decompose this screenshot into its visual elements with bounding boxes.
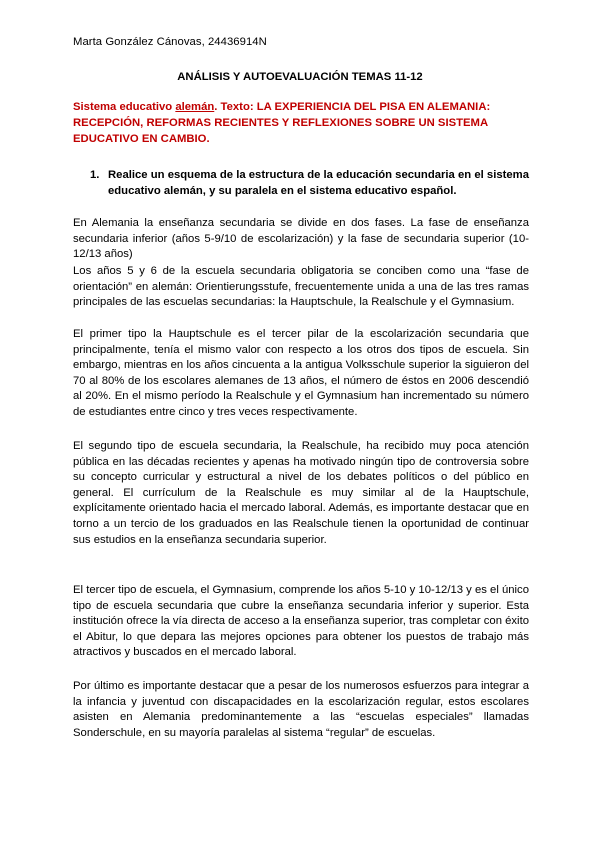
paragraph-intro: En Alemania la enseñanza secundaria se divide en dos fases. La fase de enseñanza secundaria inferior (años 5-9/10 de escolarización) y la fase de secundaria superior (10-12/13 años) (73, 217, 529, 261)
subtitle-underlined-word: alemán (175, 101, 215, 113)
subtitle-part-2: . Texto: LA EXPERIENCIA DEL PISA EN ALEMANIA: RECEPCIÓN, REFORMAS RECIENTES Y REFLEXIONES SOBRE UN SISTEMA EDUCATIVO EN CAMBIO. (73, 101, 491, 145)
document-title: ANÁLISIS Y AUTOEVALUACIÓN TEMAS 11-12 (177, 71, 423, 83)
paragraph-sonderschule: Por último es importante destacar que a pesar de los numerosos esfuerzos para integrar a la infancia y juventud con discapacidades en la escolarización regular, estos escolares asisten en Alemania predominantemente a las “escuelas especiales” llamadas Sonderschule, en su mayoría paralelas al sistema “regular” de escuelas. (73, 680, 529, 739)
question-text: Realice un esquema de la estructura de la educación secundaria en el sistema educativo alemán, y su paralela en el sistema educativo español. (108, 169, 529, 197)
paragraph-gymnasium: El tercer tipo de escuela, el Gymnasium, comprende los años 5-10 y 10-12/13 y es el único tipo de escuela secundaria que cubre la enseñanza secundaria inferior y superior. Esta institución ofrece la vía directa de acceso a la enseñanza superior, tras completar con éxito el Abitur, lo que depara las mejores opciones para obtener los puestos de trabajo más atractivos y buscados en el mercado laboral. (73, 584, 529, 659)
author-header: Marta González Cánovas, 24436914N (73, 36, 267, 48)
paragraph-realschule: El segundo tipo de escuela secundaria, la Realschule, ha recibido muy poca atención pública en las décadas recientes y apenas ha motivado ningún tipo de controversia sobre su concepto curricular y estructural a nivel de los debates políticos o del público en general. El currículum de la Realschule es muy similar al de la Hauptschule, explícitamente orientado hacia el mercado laboral. Además, es importante destacar que en torno a un tercio de los graduados en las Realschule tienen la oportunidad de continuar sus estudios en la enseñanza secundaria superior. (73, 440, 529, 546)
subtitle-part-1: Sistema educativo (73, 101, 176, 113)
question-number: 1. (90, 169, 100, 181)
paragraph-hauptschule: El primer tipo la Hauptschule es el tercer pilar de la escolarización secundaria que principalmente, tenía el mismo valor con respecto a los otros dos tipos de escuela. Sin embargo, mientras en los años cincuenta a la antigua Volksschule superior la siguieron del 70 al 80% de los escolares alemanes de 13 años, el número de éstos en 2006 descendió al 20%. En el mismo período la Realschule y el Gymnasium han incrementado su número de estudiantes entre cinco y tres veces respectivamente. (73, 328, 529, 418)
paragraph-orientation: Los años 5 y 6 de la escuela secundaria obligatoria se conciben como una “fase de orientación” en alemán: Orientierungsstufe, frecuentemente unida a una de las tres ramas principales de las escuelas secundarias: la Hauptschule, la Realschule y el Gymnasium. (73, 265, 529, 309)
section-subtitle (73, 99, 529, 147)
question-item (90, 167, 529, 199)
